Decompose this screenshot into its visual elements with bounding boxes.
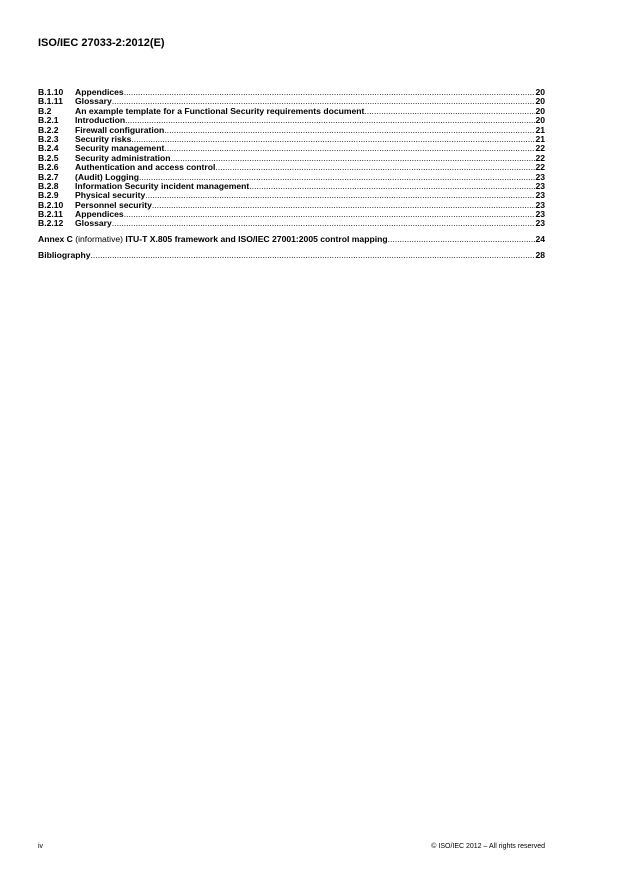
toc-entry-number: B.2.6 bbox=[38, 162, 59, 173]
toc-entry-number: B.2.7 bbox=[38, 171, 59, 182]
annex-page: 24 bbox=[535, 233, 545, 244]
toc-entry-number: B.2.12 bbox=[38, 218, 64, 229]
toc-entry-number: B.1.10 bbox=[38, 87, 64, 97]
dot-leader bbox=[388, 235, 536, 244]
toc-entry-title: An example template for a Functional Security requirements document bbox=[75, 105, 365, 116]
toc-entry-page: 22 bbox=[535, 152, 545, 163]
toc-entry-number: B.2.9 bbox=[38, 190, 59, 201]
toc-entries bbox=[38, 88, 545, 229]
toc-entry-page: 23 bbox=[535, 190, 545, 201]
toc-entry[interactable] bbox=[38, 210, 545, 219]
toc-entry-number: B.2.8 bbox=[38, 180, 59, 191]
dot-leader bbox=[112, 219, 536, 228]
annex-qualifier: (informative) bbox=[75, 233, 124, 244]
toc-entry-number: B.2.3 bbox=[38, 133, 59, 144]
annex-label-text: Annex C bbox=[38, 233, 73, 244]
toc-entry-page: 21 bbox=[535, 124, 545, 135]
toc-entry-number: B.2 bbox=[38, 105, 52, 116]
toc-entry-page: 23 bbox=[535, 180, 545, 191]
annex-label bbox=[38, 235, 388, 244]
dot-leader bbox=[171, 154, 536, 163]
toc-entry-title: Appendices bbox=[75, 87, 124, 97]
annex-title: ITU-T X.805 framework and ISO/IEC 27001:2005 control mapping bbox=[125, 233, 388, 244]
bibliography-page: 28 bbox=[535, 250, 545, 261]
toc-entry-page: 20 bbox=[535, 115, 545, 126]
toc-bibliography-entry[interactable] bbox=[38, 251, 545, 260]
dot-leader bbox=[124, 210, 536, 219]
toc-entry-page: 20 bbox=[535, 105, 545, 116]
toc-entry-number: B.2.11 bbox=[38, 209, 63, 220]
dot-leader bbox=[215, 163, 535, 172]
footer-page-number: iv bbox=[38, 843, 44, 850]
toc-entry-number: B.1.11 bbox=[38, 96, 63, 107]
toc-entry[interactable] bbox=[38, 219, 545, 228]
toc-entry[interactable] bbox=[38, 88, 545, 97]
toc-entry-title: Information Security incident management bbox=[75, 180, 250, 191]
toc-entry-title: Security risks bbox=[75, 133, 132, 144]
toc-entry-title: Glossary bbox=[75, 96, 112, 107]
toc-entry-page: 22 bbox=[535, 143, 545, 154]
dot-leader bbox=[131, 135, 535, 144]
toc-entry-number: B.2.1 bbox=[38, 115, 59, 126]
toc-entry-title: Personnel security bbox=[75, 199, 152, 210]
dot-leader bbox=[164, 126, 535, 135]
dot-leader bbox=[152, 201, 536, 210]
toc-entry-title: Firewall configuration bbox=[75, 124, 165, 135]
toc-entry-page: 23 bbox=[535, 171, 545, 182]
toc-entry-number: B.2.10 bbox=[38, 199, 64, 210]
toc-entry-title: Introduction bbox=[75, 115, 126, 126]
toc-entry-title: Security administration bbox=[75, 152, 171, 163]
toc-entry-number: B.2.4 bbox=[38, 143, 59, 154]
toc-entry-page: 21 bbox=[535, 133, 545, 144]
toc-entry-title: Physical security bbox=[75, 190, 146, 201]
dot-leader bbox=[125, 116, 535, 125]
dot-leader bbox=[124, 88, 536, 97]
toc-entry-title: Authentication and access control bbox=[75, 162, 216, 173]
toc-entry-number: B.2.5 bbox=[38, 152, 59, 163]
document-header: ISO/IEC 27033-2:2012(E) bbox=[38, 37, 165, 49]
footer-copyright: © ISO/IEC 2012 – All rights reserved bbox=[431, 843, 545, 850]
toc-entry-title: Glossary bbox=[75, 218, 112, 229]
toc-entry-page: 22 bbox=[535, 162, 545, 173]
dot-leader bbox=[91, 251, 536, 260]
toc-entry-page: 20 bbox=[535, 96, 545, 107]
toc-entry-page: 20 bbox=[535, 87, 545, 97]
toc-entry-page: 23 bbox=[535, 199, 545, 210]
table-of-contents bbox=[38, 88, 545, 261]
toc-entry-page: 23 bbox=[535, 218, 545, 229]
toc-entry-title: Security management bbox=[75, 143, 165, 154]
toc-entry-page: 23 bbox=[535, 209, 545, 220]
dot-leader bbox=[364, 107, 535, 116]
toc-entry-title: (Audit) Logging bbox=[75, 171, 139, 182]
bibliography-title: Bibliography bbox=[38, 250, 91, 261]
dot-leader bbox=[249, 182, 535, 191]
dot-leader bbox=[145, 191, 535, 200]
toc-entry-number: B.2.2 bbox=[38, 124, 59, 135]
toc-entry-title: Appendices bbox=[75, 209, 124, 220]
toc-annex-entry[interactable] bbox=[38, 235, 545, 244]
dot-leader bbox=[164, 144, 535, 153]
